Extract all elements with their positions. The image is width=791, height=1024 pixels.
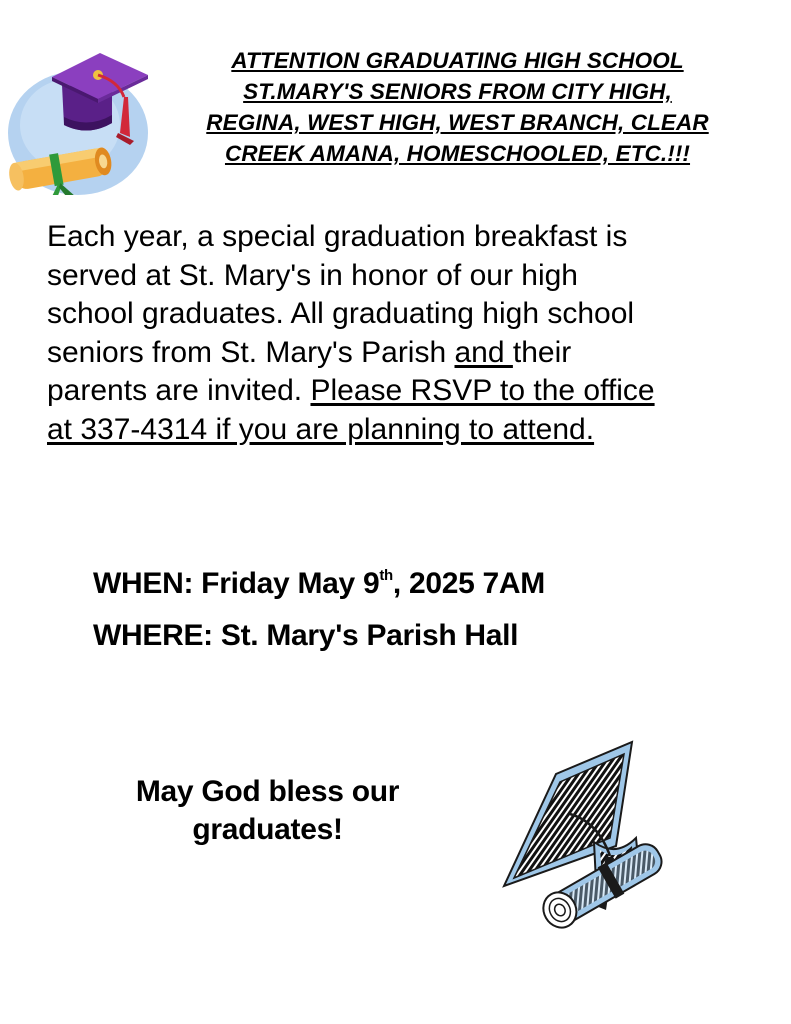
blessing-line-1: May God bless our [135, 775, 400, 808]
heading-line-2: ST.MARY'S SENIORS FROM CITY HIGH, [243, 79, 672, 104]
event-when [93, 566, 545, 602]
body-line-4-end: their [512, 335, 572, 369]
blessing-message [90, 773, 445, 849]
graduation-cap-sketch-icon [498, 738, 678, 938]
rsvp-phone: at 337-4314 if you are planning to attend. [47, 412, 595, 446]
and-emphasis: and [454, 335, 513, 369]
blessing-line-2: graduates! [192, 813, 343, 846]
when-ordinal: th [379, 567, 393, 584]
invitation-paragraph [47, 218, 767, 449]
heading-line-3: REGINA, WEST HIGH, WEST BRANCH, CLEAR [206, 110, 709, 135]
rsvp-instruction: Please RSVP to the office [310, 374, 655, 407]
when-text: WHEN: Friday May 9 [93, 567, 380, 600]
body-line-5-text: parents are invited. [47, 374, 311, 407]
body-line-4-text: seniors from St. Mary's Parish [47, 335, 455, 369]
body-line-1: Each year, a special graduation breakfast is [47, 220, 628, 253]
event-where: WHERE: St. Mary's Parish Hall [93, 619, 519, 652]
body-line-4 [47, 334, 767, 373]
heading-line-4: CREEK AMANA, HOMESCHOOLED, ETC.!!! [224, 141, 691, 166]
body-line-6 [47, 411, 767, 450]
announcement-heading [160, 45, 755, 169]
when-date-time: , 2025 7AM [392, 567, 545, 600]
body-line-2: served at St. Mary's in honor of our high [47, 258, 578, 292]
heading-line-1: ATTENTION GRADUATING HIGH SCHOOL [231, 48, 684, 73]
graduation-cap-diploma-icon [0, 45, 160, 195]
body-line-5 [47, 372, 767, 411]
body-line-3: school graduates. All graduating high school [47, 297, 635, 330]
